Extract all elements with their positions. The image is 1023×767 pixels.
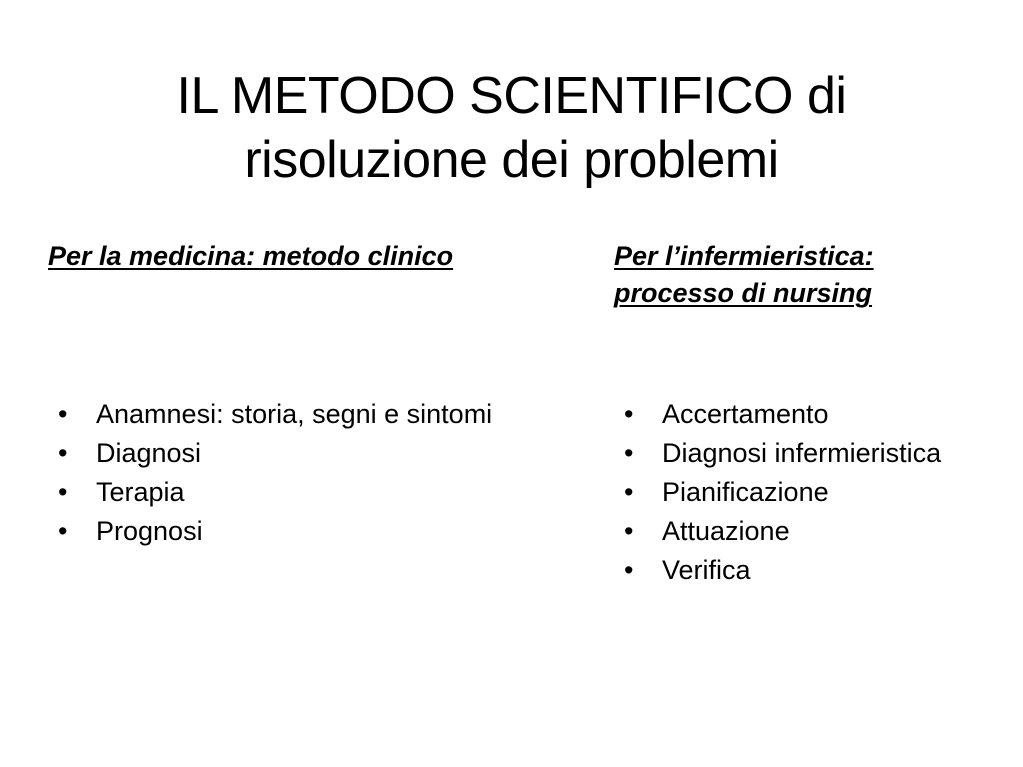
list-item-text: Diagnosi: [96, 438, 202, 468]
list-item: [58, 434, 498, 473]
left-column-header: [48, 238, 468, 275]
list-item-text: Diagnosi infermieristica: [662, 438, 942, 468]
list-item: [58, 473, 498, 512]
bullet-icon: •: [624, 555, 634, 585]
bullet-icon: •: [624, 399, 634, 429]
slide-title: [60, 64, 963, 192]
title-line2: risoluzione dei problemi: [244, 131, 779, 189]
left-heading: Per la medicina: metodo clinico: [48, 241, 454, 271]
bullet-icon: •: [58, 438, 68, 468]
right-bullet-list: [624, 395, 964, 590]
bullet-icon: •: [58, 516, 68, 546]
list-item-text: Anamnesi: storia, segni e sintomi: [96, 399, 493, 429]
list-item: [58, 395, 498, 434]
list-item: [624, 434, 964, 473]
right-heading: Per l’infermieristica: processo di nursing: [614, 241, 874, 308]
list-item: [58, 512, 498, 551]
title-main: IL METODO SCIENTIFICO: [176, 67, 793, 125]
list-item: [624, 473, 964, 512]
right-column-header: [614, 238, 974, 312]
bullet-icon: •: [624, 438, 634, 468]
list-item: [624, 551, 964, 590]
list-item-text: Terapia: [96, 477, 185, 507]
list-item-text: Verifica: [662, 555, 751, 585]
list-item-text: Prognosi: [96, 516, 203, 546]
bullet-icon: •: [624, 477, 634, 507]
title-suffix: di: [806, 67, 847, 125]
list-item: [624, 395, 964, 434]
list-item-text: Attuazione: [662, 516, 790, 546]
left-bullet-list: [58, 395, 498, 551]
list-item-text: Accertamento: [662, 399, 829, 429]
bullet-icon: •: [624, 516, 634, 546]
list-item-text: Pianificazione: [662, 477, 829, 507]
bullet-icon: •: [58, 399, 68, 429]
bullet-icon: •: [58, 477, 68, 507]
list-item: [624, 512, 964, 551]
